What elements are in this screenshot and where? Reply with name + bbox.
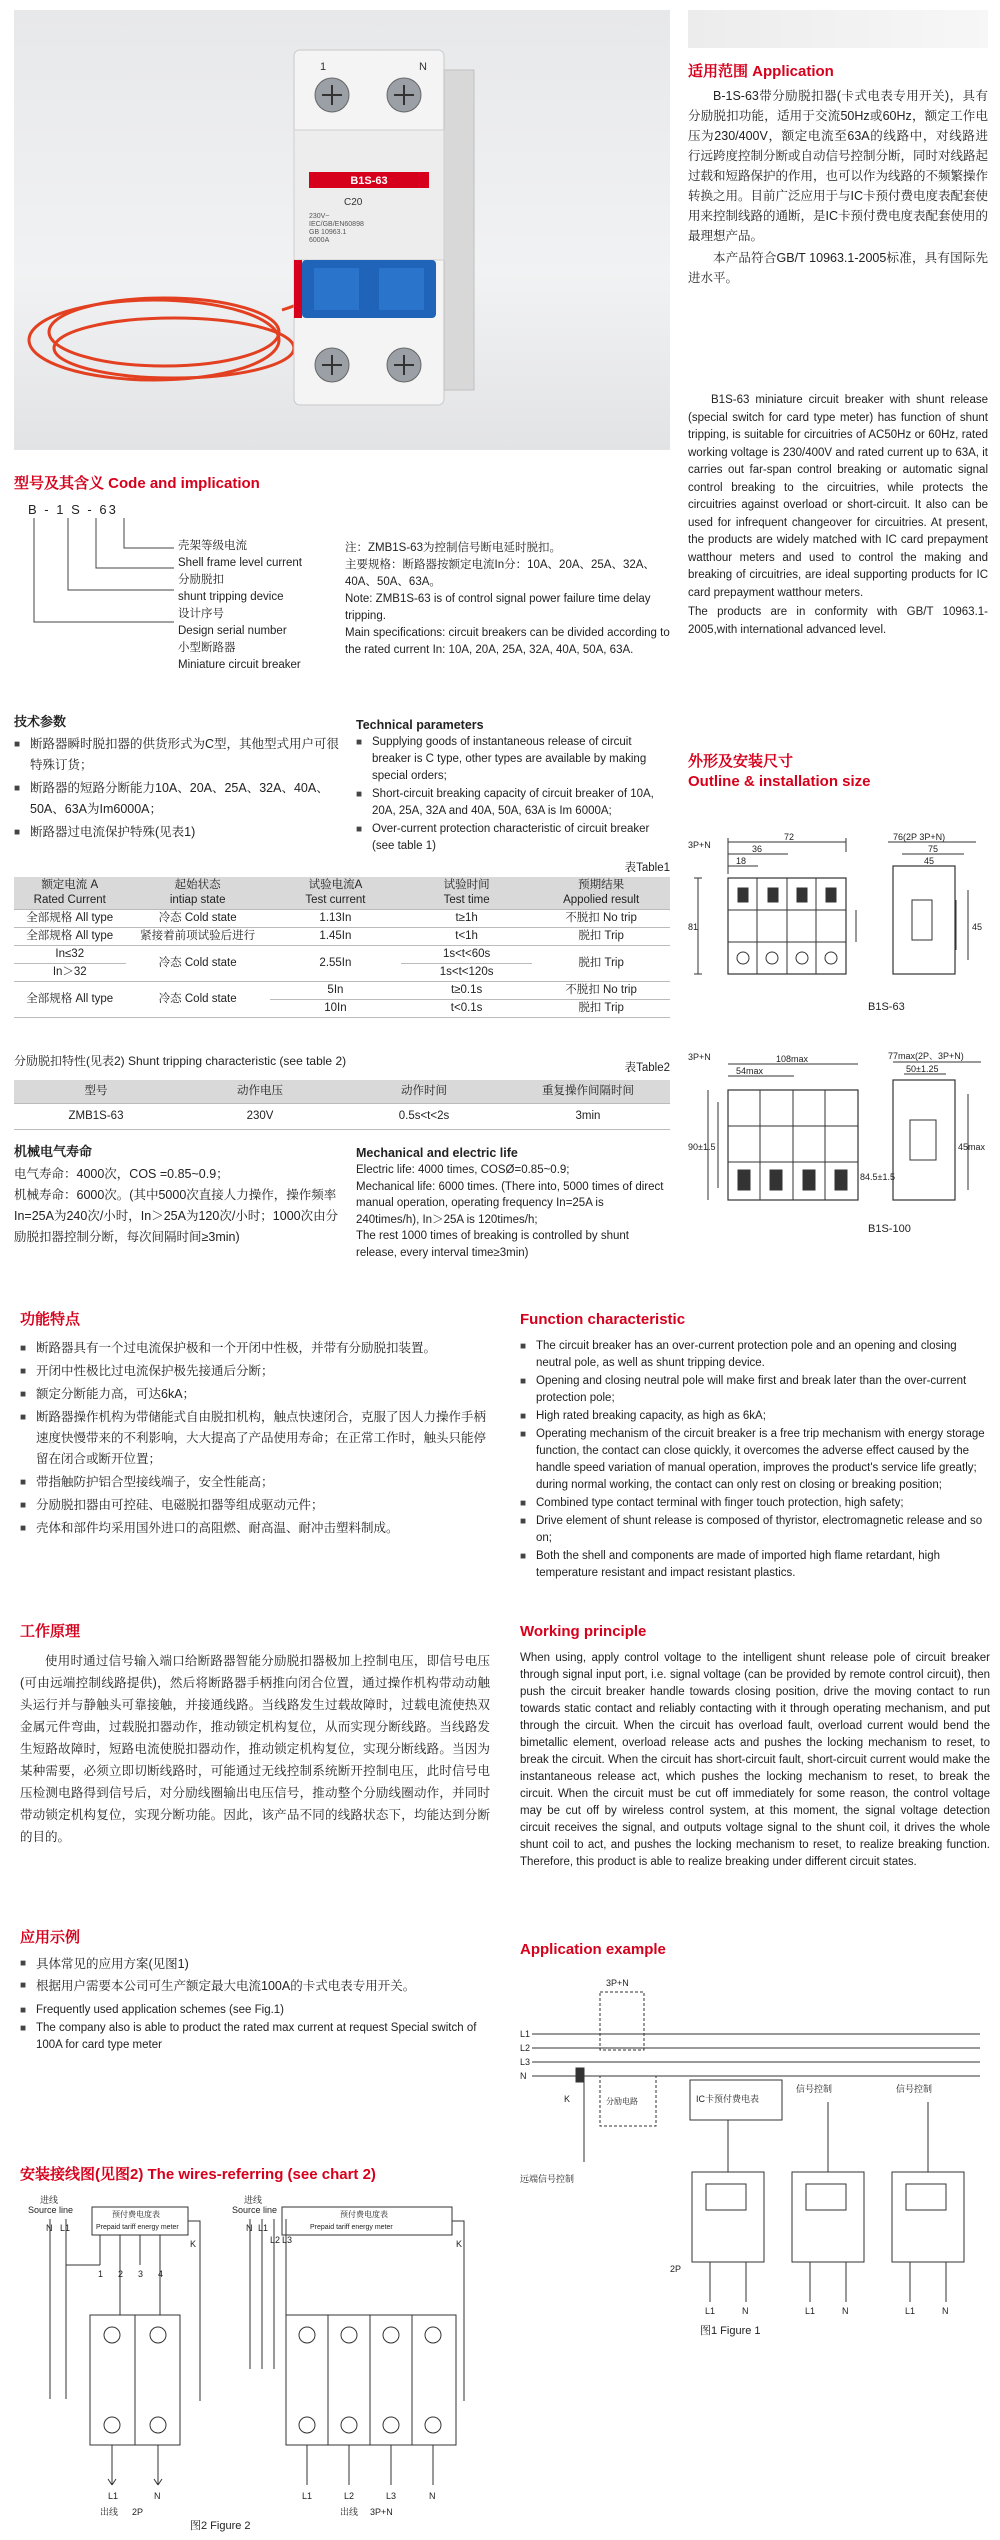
outline-title-en: Outline & installation size <box>688 773 871 790</box>
figure-label: L2 <box>270 2235 281 2245</box>
list-item: ■ 断路器过电流保护特殊(见表1) <box>14 822 344 843</box>
code-leader-lines <box>28 518 178 658</box>
note: 主要规格：断路器按额定电流In分：10A、20A、25A、32A、40A、50A、63A。 <box>345 559 655 588</box>
handle <box>314 268 359 310</box>
figure-label: L1 <box>302 2491 313 2501</box>
breaker-unit <box>892 2172 964 2302</box>
bus-lines <box>532 2034 980 2076</box>
table-header: 重复操作间隔时间 <box>506 1080 670 1104</box>
list-item: ■ 具体常见的应用方案(见图1) <box>20 1954 490 1974</box>
figure-label: 3 <box>138 2269 144 2279</box>
function-title-en: Function characteristic <box>520 1311 686 1328</box>
table-header: 试验电流A Test current <box>270 877 401 910</box>
app-example-list-cn <box>20 1954 490 1998</box>
legend-line: 小型断路器 <box>178 642 236 654</box>
figure-label: N <box>842 2306 849 2316</box>
note: 注：ZMB1S-63为控制信号断电延时脱扣。 <box>345 542 561 554</box>
figure-label: 3P+N <box>370 2507 393 2517</box>
dim-label: 45 <box>924 856 935 866</box>
table2 <box>14 1080 670 1130</box>
figure-label: 3P+N <box>606 1978 629 1988</box>
breaker-illustration <box>14 10 670 450</box>
table1 <box>14 877 670 1018</box>
legend-line: Shell frame level current <box>178 557 302 569</box>
terminal-left-label: 1 <box>320 61 327 73</box>
table1-caption: 表Table1 <box>624 862 670 874</box>
table2-caption: 表Table2 <box>624 1062 670 1074</box>
tech-title-cn: 技术参数 <box>14 714 67 729</box>
dim-label: 76(2P 3P+N) <box>893 832 946 842</box>
list-item: ■ High rated breaking capacity, as high as 6kA; <box>520 1408 990 1425</box>
figure-label: 4 <box>158 2269 164 2279</box>
paragraph: The products are in conformity with GB/T 10963.1-2005,with international advanced level. <box>688 606 988 636</box>
dim-label: 90±1.5 <box>688 1142 716 1152</box>
working-cn: 使用时通过信号输入端口给断路器智能分励脱扣器极加上控制电压，即信号电压(可由远端控制线路提供)，然后将断路器手柄推向闭合位置，通过操作机构带动动触头运行并与静触头可靠接触，并接通线路。当线路发生过载故障时，过载电流使热双金属元件弯曲，过载脱扣器动作，推动锁定机构复位，从而实现分断线路。当线路发生短路故障时，短路电流使脱扣器动作，推动锁定机构复位，实现分断线路。当因为某种需要，必须立即切断线路时，可能通过无线控制系统断开控制电压，此时信号电压检测电路得到信号后，对分励线圈输出电压信号，推动整个分励线圈动作，并同时带动锁定机构复位，实现分断功能。因此，该产品不同的线路状态下，均能达到分断的目的。 <box>20 1654 490 1844</box>
life-title-en: Mechanical and electric life <box>356 1146 518 1160</box>
list-item: ■ 断路器瞬时脱扣器的供货形式为C型，其他型式用户可很特殊订货； <box>14 734 344 776</box>
figure-label: 进线 <box>40 2195 59 2205</box>
code-part: B <box>28 502 39 517</box>
list-item: ■ Over-current protection characteristic of circuit breaker (see table 1) <box>356 821 668 855</box>
list-item: ■ Both the shell and components are made of imported high flame retardant, high temperature resistant and impact resistant plastics. <box>520 1548 990 1582</box>
dim-label: 84.5±1.5 <box>860 1172 895 1182</box>
drawing-caption: B1S-63 <box>868 1001 905 1013</box>
figure-label: 预付费电度表 <box>112 2210 160 2219</box>
dim-label: 18 <box>736 856 747 866</box>
outline-title-cn: 外形及安装尺寸 <box>688 753 794 770</box>
list-item: ■ Combined type contact terminal with finger touch protection, high safety; <box>520 1495 990 1512</box>
dim-label: 54max <box>736 1066 764 1076</box>
list-item: ■ 开闭中性极比过电流保护极先接通后分断； <box>20 1361 490 1382</box>
table-row: 全部规格 All type 冷态 Cold state 1.13In t≥1h 不脱扣 No trip <box>14 910 670 928</box>
note: Main specifications: circuit breakers can be divided according to the rated current In: 10A, 20A, 25A, 32A, 40A, 50A, 63A. <box>345 627 670 656</box>
list-item: ■ Drive element of shunt release is composed of thyristor, electromagnetic release and so on; <box>520 1513 990 1547</box>
list-item: ■ 根据用户需要本公司可生产额定最大电流100A的卡式电表专用开关。 <box>20 1976 490 1996</box>
app-example-list-en <box>20 2002 490 2055</box>
table-header: 试验时间 Test time <box>401 877 532 910</box>
paragraph: Electric life: 4000 times, COSØ=0.85~0.9; <box>356 1164 570 1176</box>
figure-label: 预付费电度表 <box>340 2210 388 2219</box>
header-bar <box>688 10 988 48</box>
terminal-right-label: N <box>419 61 427 73</box>
figure-label: L2 <box>344 2491 355 2501</box>
table-row: 10In t<0.1s 脱扣 Trip <box>14 1000 670 1018</box>
figure-label: 出线 <box>100 2507 119 2517</box>
figure-label: IC卡预付费电表 <box>696 2094 760 2104</box>
model-label: B1S-63 <box>350 175 388 187</box>
table-header: 动作电压 <box>178 1080 342 1104</box>
wire-loop <box>29 300 279 380</box>
legend-line: Design serial number <box>178 625 287 637</box>
wires-title: 安装接线图(见图2) The wires-referring (see chart 2) <box>20 2166 376 2183</box>
figure-label: L1 <box>520 2029 531 2039</box>
figure-label: N <box>520 2071 527 2081</box>
figure-label: L1 <box>108 2491 119 2501</box>
tech-list-en <box>356 734 668 856</box>
table-header: 预期结果 Appolied result <box>532 877 670 910</box>
figure1 <box>520 1972 990 2348</box>
drawing-caption: B1S-100 <box>868 1223 911 1235</box>
list-item: ■ Opening and closing neutral pole will make first and break later than the over-current protection pole; <box>520 1373 990 1407</box>
dim-label: 45max <box>958 1142 986 1152</box>
paragraph: Mechanical life: 6000 times. (There into, 5000 times of direct manual operation, operating frequency In=25A is 240times/h), In＞25A is 120times/h; <box>356 1180 664 1226</box>
figure-label: K <box>456 2239 463 2249</box>
code-part: - <box>87 502 94 517</box>
product-photo <box>14 10 670 450</box>
life-en <box>356 1162 668 1261</box>
dim-label: 108max <box>776 1054 809 1064</box>
legend-line: 分励脱扣 <box>178 574 224 586</box>
figure-label: 分励电路 <box>606 2097 638 2106</box>
code-part: 63 <box>99 502 118 517</box>
app-example-title-en: Application example <box>520 1941 666 1958</box>
code-part: - <box>44 502 51 517</box>
code-part: 1 <box>56 502 66 517</box>
application-cn <box>688 86 988 290</box>
figure-label: 2 <box>118 2269 124 2279</box>
figure-label: L1 <box>60 2223 71 2233</box>
table-row: 全部规格 All type 紧接着前项试验后进行 1.45In t<1h 脱扣 Trip <box>14 928 670 946</box>
dim-label: 3P+N <box>688 840 711 850</box>
figure2 <box>20 2195 490 2540</box>
life-title-cn: 机械电气寿命 <box>14 1144 93 1159</box>
list-item: ■ 断路器操作机构为带储能式自由脱扣机构，触点快速闭合，克服了因人力操作手柄速度快慢带来的不利影响，大大提高了产品使用寿命；在正常工作时，触头只能停留在闭合或断开位置； <box>20 1407 490 1470</box>
spec-line: 230V~ <box>309 213 330 220</box>
spec-line: IEC/GB/EN60898 <box>309 221 364 228</box>
dim-label: 45 <box>972 922 983 932</box>
function-list-cn <box>20 1338 490 1541</box>
outline-drawing-b <box>688 1050 988 1246</box>
table-header: 额定电流 A Rated Current <box>14 877 126 910</box>
table-row: ZMB1S-63 230V 0.5s<t<2s 3min <box>14 1104 670 1130</box>
application-title: 适用范围 Application <box>688 63 834 80</box>
list-item: ■ 额定分断能力高，可达6kA； <box>20 1384 490 1405</box>
working-en: When using, apply control voltage to the intelligent shunt release pole of circuit breaker through signal input port, i.e. signal voltage (can be provided by remote control circuit), then push the circuit breaker handle towards closing position, drive the moving contact to run towards static contact and reliably contacting with it through operating mechanism, and put through the circuit. When the circuit has overload fault, overload current would bend the bimetallic element, overload release acts and pushes the locking mechanism to reset, to break the circuit. When the circuit has short-circuit fault, short-circuit current would make the instantaneous release act, which pushes the locking mechanism to reset, to break the circuit. When the circuit must be cut off immediately for some reason, the control voltage may be cut off by wireless control system, at this moment, the signal voltage detection circuit receives the signal, and outputs voltage signal to the shunt coil, it drives the whole shunt coil to act, and pushes the locking mechanism to reset, to realize breaking function. Therefore, this product is able to realize breaking under different circuit states. <box>520 1652 990 1868</box>
list-item: ■ 断路器的短路分断能力10A、20A、25A、32A、40A、50A、63A为Im6000A； <box>14 778 344 820</box>
breaker-unit <box>692 2172 764 2302</box>
list-item: ■ Supplying goods of instantaneous release of circuit breaker is C type, other types are available by making special orders; <box>356 734 668 785</box>
paragraph: B-1S-63带分励脱扣器(卡式电表专用开关)，具有分励脱扣功能，适用于交流50Hz或60Hz，额定工作电压为230/400V，额定电流至63A的线路中，对线路进行远跨度控制分断或自动信号控制分断，同时对线路起过载和短路保护的作用，也可以作为线路的不频繁操作转换之用。目前广泛应用于与IC卡预付费电度表配套使用来控制线路的通断，是IC卡预付费电度表配套使用的最理想产品。 <box>688 89 989 243</box>
list-item: ■ 断路器具有一个过电流保护极和一个开闭中性极，并带有分励脱扣装置。 <box>20 1338 490 1359</box>
figure-label: 进线 <box>244 2195 263 2205</box>
figure-label: K <box>564 2094 571 2104</box>
breaker-unit <box>792 2172 864 2302</box>
figure-label: K <box>190 2239 197 2249</box>
figure-label: 远端信号控制 <box>520 2174 575 2184</box>
figure-label: L3 <box>386 2491 397 2501</box>
list-item: ■ Short-circuit breaking capacity of circuit breaker of 10A, 20A, 25A, 32A and 40A, 50A, 63A is Im 6000A; <box>356 786 668 820</box>
figure-label: N <box>46 2223 53 2233</box>
table-header: 起始状态 intiap state <box>126 877 270 910</box>
dim-label: 36 <box>752 844 763 854</box>
dim-label: 72 <box>784 832 795 842</box>
figure-label: L1 <box>258 2223 269 2233</box>
figure-label: 1 <box>98 2269 104 2279</box>
legend-line: 设计序号 <box>178 608 224 620</box>
paragraph: The rest 1000 times of breaking is controlled by shunt release, every interval time≥3min) <box>356 1230 629 1259</box>
figure-label: L3 <box>282 2235 293 2245</box>
code-diagram <box>28 500 338 671</box>
application-en <box>688 392 988 641</box>
legend-line: shunt tripping device <box>178 591 284 603</box>
working-title-cn: 工作原理 <box>20 1623 81 1640</box>
list-item: ■ The circuit breaker has an over-current protection pole and an opening and closing neutral pole, as well as shunt tripping device. <box>520 1338 990 1372</box>
table-header: 型号 <box>14 1080 178 1104</box>
figure-label: N <box>429 2491 436 2501</box>
handle <box>379 268 424 310</box>
table-row: In＞32 1s<t<120s <box>14 964 670 982</box>
figure-label: N <box>154 2491 161 2501</box>
table2-title: 分励脱扣特性(见表2) Shunt tripping characteristic (see table 2) <box>14 1054 347 1068</box>
code-legend <box>178 538 302 674</box>
figure-label: 2P <box>132 2507 144 2517</box>
paragraph: 机械寿命：6000次。(其中5000次直接人力操作，操作频率In=25A为240次/小时，In＞25A为120次/小时；1000次由分励脱扣器控制分断，每次间隔时间≥3min) <box>14 1188 339 1244</box>
table-row: 全部规格 All type 冷态 Cold state 5In t≥0.1s 不脱扣 No trip <box>14 982 670 1000</box>
paragraph: 电气寿命：4000次，COS =0.85~0.9； <box>14 1167 229 1181</box>
life-cn <box>14 1164 344 1248</box>
figure-label: Source line <box>232 2205 278 2215</box>
figure-label: Prepaid tariff energy meter <box>310 2224 393 2231</box>
app-example-title-cn: 应用示例 <box>20 1929 81 1946</box>
legend-line: Miniature circuit breaker <box>178 659 301 671</box>
dim-label: 3P+N <box>688 1052 711 1062</box>
list-item: ■ 带指触防护铝合型接线端子，安全性能高； <box>20 1472 490 1493</box>
figure-label: N <box>942 2306 949 2316</box>
figure-caption: 图1 Figure 1 <box>700 2325 761 2337</box>
figure-label: Source line <box>28 2205 74 2215</box>
figure-label: 2P <box>670 2264 682 2274</box>
code-title: 型号及其含义 Code and implication <box>14 475 260 492</box>
spec-line: 6000A <box>309 237 330 244</box>
dim-label: 50±1.25 <box>906 1064 939 1074</box>
figure-label: L1 <box>805 2306 816 2316</box>
code-part: S <box>71 502 82 517</box>
figure-label: L2 <box>520 2043 531 2053</box>
figure-label: L1 <box>705 2306 716 2316</box>
table-row: In≤32 冷态 Cold state 2.55In 1s<t<60s 脱扣 Trip <box>14 946 670 964</box>
figure-label: L1 <box>905 2306 916 2316</box>
legend-line: 壳架等级电流 <box>178 540 247 552</box>
dim-label: 77max(2P、3P+N) <box>888 1051 964 1061</box>
paragraph: 本产品符合GB/T 10963.1-2005标准，具有国际先进水平。 <box>688 251 988 285</box>
figure-label: 出线 <box>340 2507 359 2517</box>
table-header: 动作时间 <box>342 1080 506 1104</box>
note: Note: ZMB1S-63 is of control signal power failure time delay tripping. <box>345 593 651 622</box>
figure-label: N <box>742 2306 749 2316</box>
rating-label: C20 <box>344 197 363 208</box>
figure-label: 信号控制 <box>896 2084 933 2094</box>
figure-label: 信号控制 <box>796 2084 833 2094</box>
outline-drawing-a <box>688 830 988 1026</box>
function-title-cn: 功能特点 <box>20 1311 81 1328</box>
tech-title-en: Technical parameters <box>356 718 484 732</box>
figure-label: N <box>246 2223 253 2233</box>
function-list-en <box>520 1338 990 1583</box>
code-notes <box>345 540 670 659</box>
list-item: ■ 分励脱扣器由可控硅、电磁脱扣器等组成驱动元件； <box>20 1495 490 1516</box>
paragraph: B1S-63 miniature circuit breaker with shunt release (special switch for card type meter) has function of shunt tripping, is suitable for circuitries of AC50Hz or 60Hz, rated working voltage is 230/400V and rated current up to 63A, it carries out far-span control breaking or automatic signal control breaking to the circuitries, while protects the circuitries against overload or short-circuit. It also can be used for infrequent changeover for circuitries. At present, the products are widely matched with IC card prepayment watthour meters and used to control the making and breaking of circuitries, are ideal supporting products for IC card prepayment watthour meters. <box>688 394 988 599</box>
tech-list-cn <box>14 734 344 845</box>
figure-label: L3 <box>520 2057 531 2067</box>
figure-label: Prepaid tariff energy meter <box>96 2224 179 2231</box>
list-item: ■ 壳体和部件均采用国外进口的高阻燃、耐高温、耐冲击塑料制成。 <box>20 1518 490 1539</box>
list-item: ■ Frequently used application schemes (see Fig.1) <box>20 2002 490 2019</box>
dim-label: 81 <box>688 922 699 932</box>
working-title-en: Working principle <box>520 1623 647 1640</box>
dim-label: 75 <box>928 844 939 854</box>
figure-caption: 图2 Figure 2 <box>190 2520 251 2532</box>
spec-line: GB 10963.1 <box>309 229 347 236</box>
list-item: ■ The company also is able to product the rated max current at request Special switch of 100A for card type meter <box>20 2020 490 2054</box>
list-item: ■ Operating mechanism of the circuit breaker is a free trip mechanism with energy storage function, the contact can close quickly, it overcomes the adverse effect caused by the handle speed variation of manual operation, improves the product's service life greatly; during normal working, the contact can only rest on closing or breaking position; <box>520 1426 990 1494</box>
